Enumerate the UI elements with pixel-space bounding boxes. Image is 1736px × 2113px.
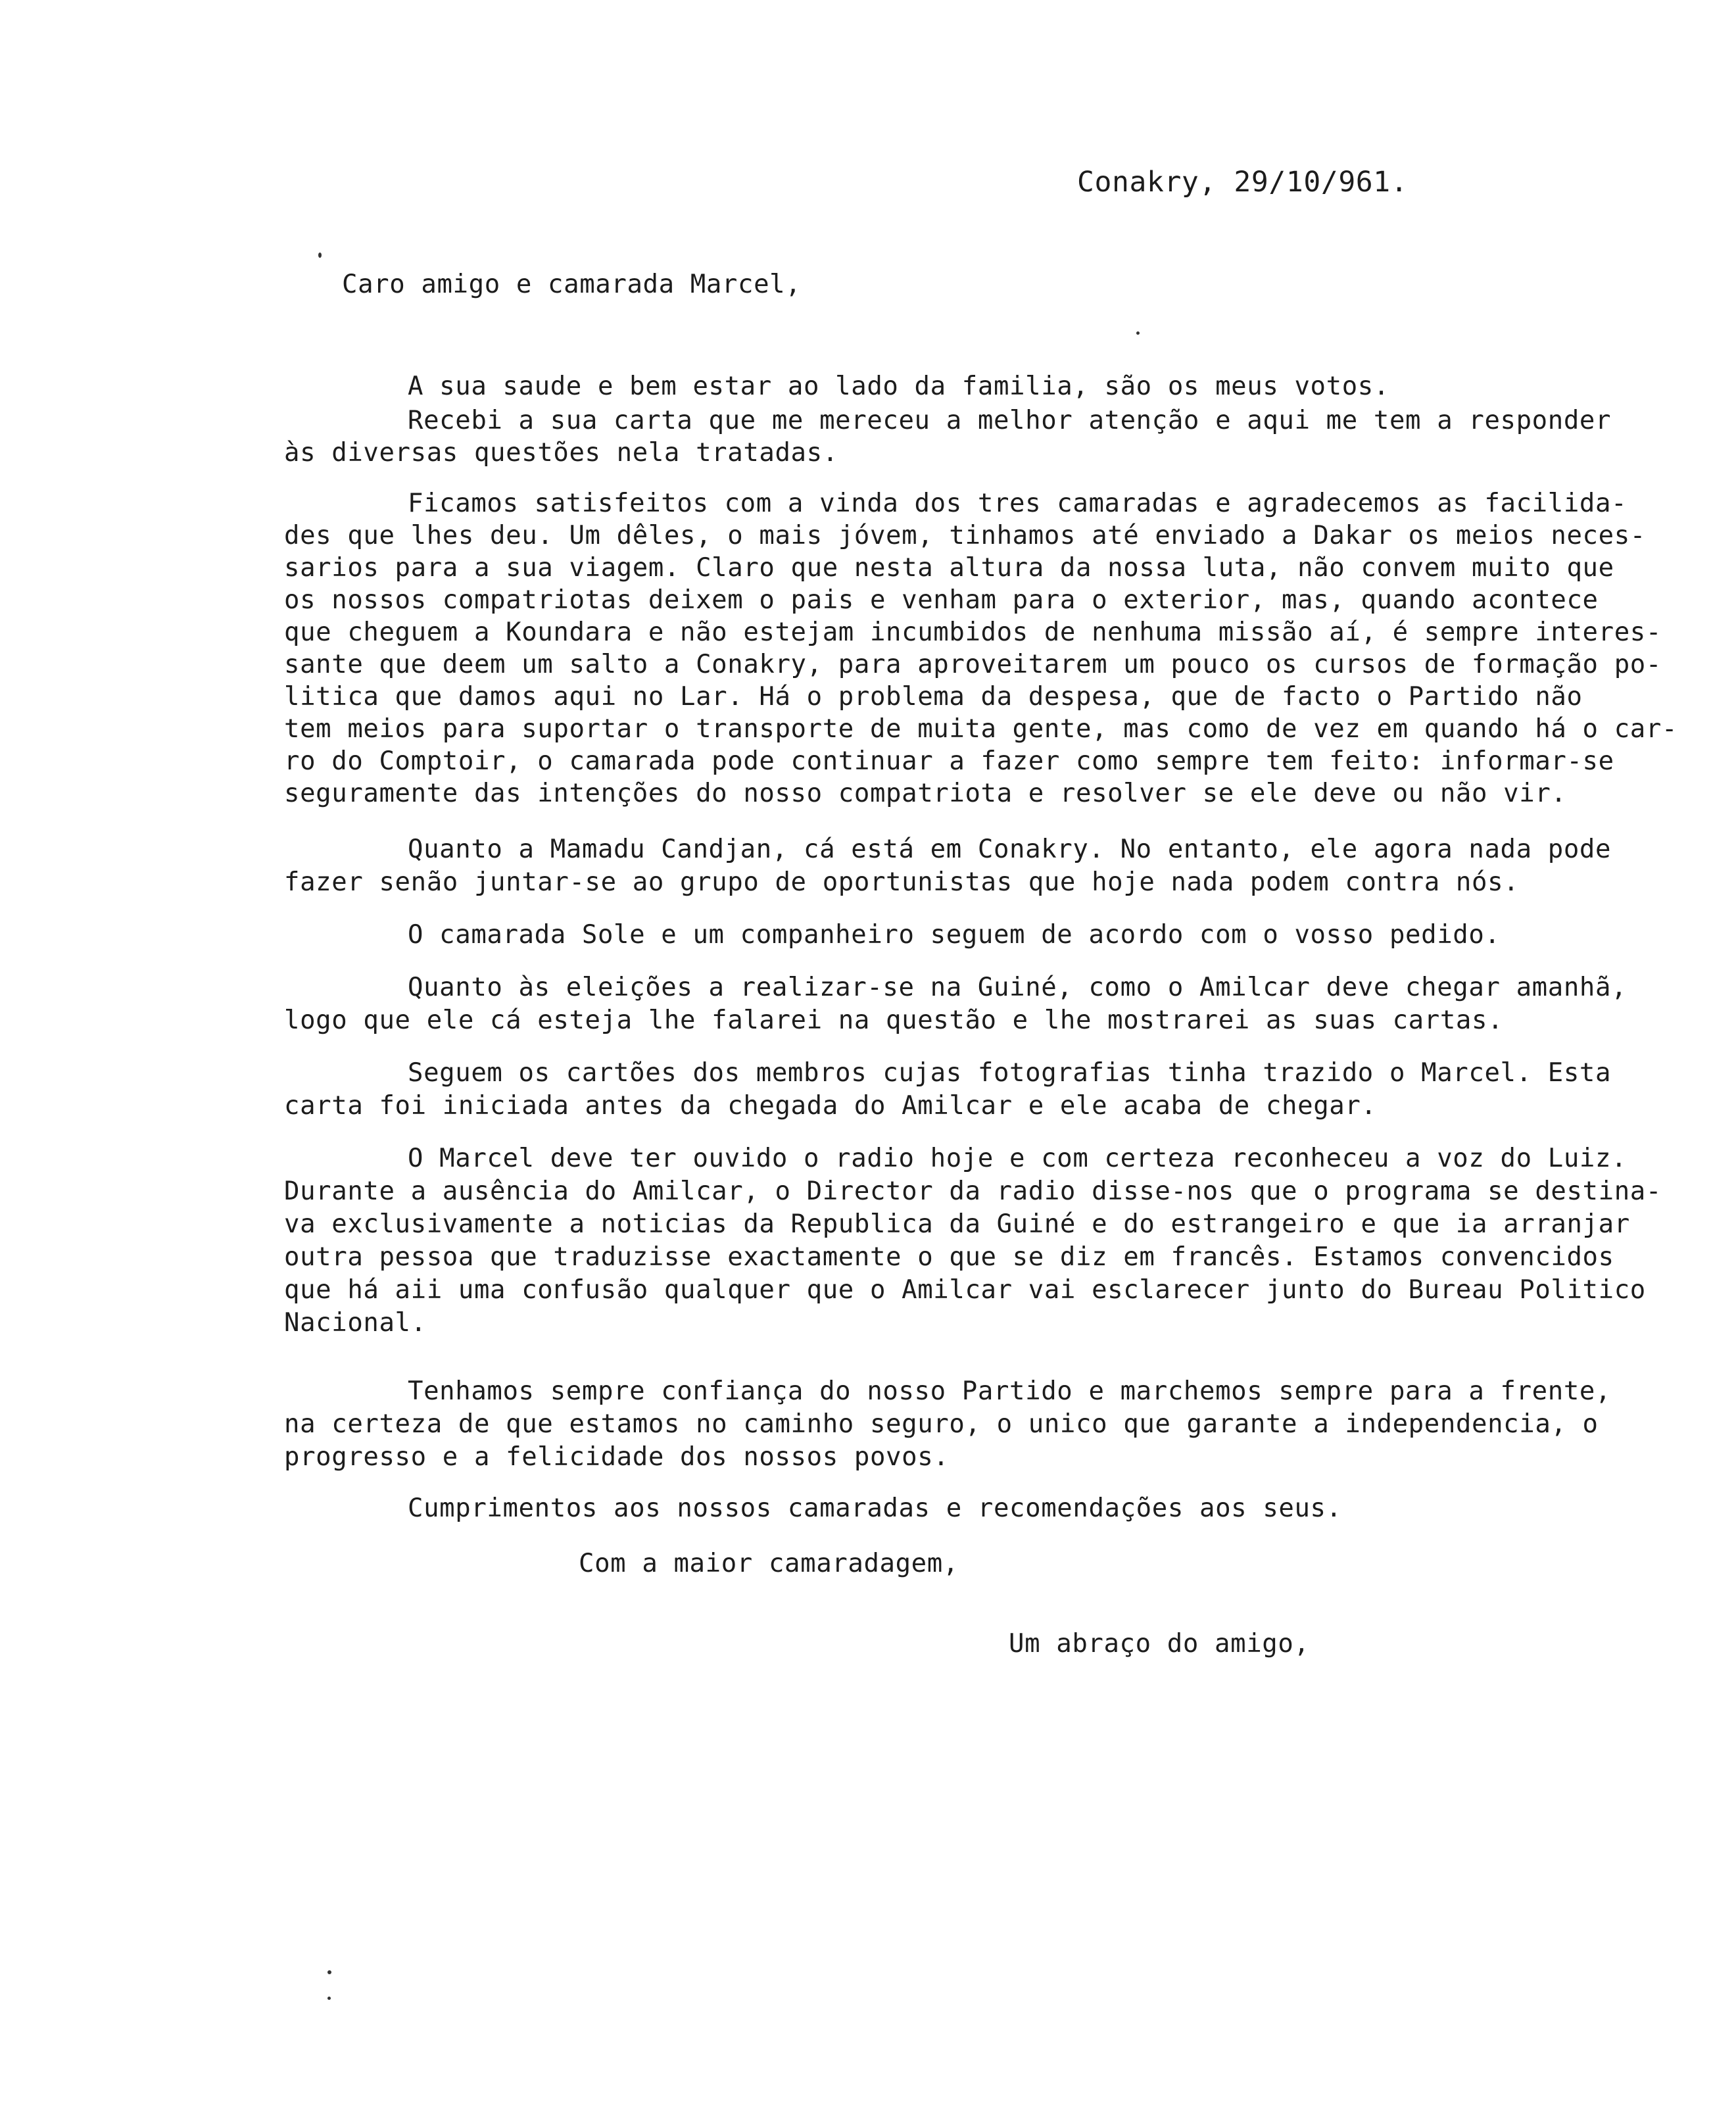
- paragraph-line: logo que ele cá esteja lhe falarei na questão e lhe mostrarei as suas cartas.: [284, 1006, 1504, 1035]
- paragraph-line: os nossos compatriotas deixem o pais e venham para o exterior, mas, quando acontece: [284, 585, 1599, 615]
- paragraph-line: A sua saude e bem estar ao lado da familia, são os meus votos.: [408, 372, 1389, 401]
- paragraph-line: Tenhamos sempre confiança do nosso Partido e marchemos sempre para a frente,: [408, 1376, 1612, 1406]
- paragraph-line: outra pessoa que traduzisse exactamente o que se diz em francês. Estamos convencidos: [284, 1242, 1614, 1272]
- paragraph-line: às diversas questões nela tratadas.: [284, 438, 838, 468]
- salutation: Caro amigo e camarada Marcel,: [342, 270, 802, 299]
- paragraph-line: O Marcel deve ter ouvido o radio hoje e com certeza reconheceu a voz do Luiz.: [408, 1144, 1628, 1173]
- paragraph-line: O camarada Sole e um companheiro seguem de acordo com o vosso pedido.: [408, 920, 1501, 950]
- scan-speck: [1136, 331, 1140, 335]
- paragraph-line: Seguem os cartões dos membros cujas fotografias tinha trazido o Marcel. Esta: [408, 1058, 1612, 1088]
- paragraph-line: que cheguem a Koundara e não estejam incumbidos de nenhuma missão aí, é sempre interes-: [284, 618, 1662, 647]
- paragraph-line: sarios para a sua viagem. Claro que nesta altura da nossa luta, não convem muito que: [284, 553, 1614, 583]
- paragraph-line: ro do Comptoir, o camarada pode continuar a fazer como sempre tem feito: informar-se: [284, 746, 1614, 776]
- dateline: Conakry, 29/10/961.: [1077, 166, 1409, 199]
- paragraph-line: Durante a ausência do Amilcar, o Director da radio disse-nos que o programa se destina-: [284, 1177, 1662, 1206]
- scan-speck: [327, 1970, 331, 1974]
- paragraph-line: litica que damos aqui no Lar. Há o problema da despesa, que de facto o Partido não: [284, 682, 1583, 712]
- paragraph-line: va exclusivamente a noticias da Republica da Guiné e do estrangeiro e que ia arranjar: [284, 1209, 1630, 1239]
- paragraph-line: sante que deem um salto a Conakry, para aproveitarem um pouco os cursos de formação po-: [284, 650, 1662, 679]
- paragraph-line: Quanto às eleições a realizar-se na Guiné, como o Amilcar deve chegar amanhã,: [408, 973, 1628, 1002]
- paragraph-line: fazer senão juntar-se ao grupo de oportunistas que hoje nada podem contra nós.: [284, 867, 1520, 897]
- paragraph-line: progresso e a felicidade dos nossos povos.: [284, 1442, 950, 1472]
- signoff: Um abraço do amigo,: [1009, 1629, 1310, 1659]
- paragraph-line: tem meios para suportar o transporte de muita gente, mas como de vez em quando há o car-: [284, 714, 1678, 744]
- paragraph-line: seguramente das intenções do nosso compatriota e resolver se ele deve ou não vir.: [284, 779, 1567, 808]
- closing-phrase: Com a maior camaradagem,: [579, 1549, 959, 1578]
- paragraph-line: que há aii uma confusão qualquer que o Amilcar vai esclarecer junto do Bureau Politico: [284, 1275, 1646, 1305]
- paragraph-line: carta foi iniciada antes da chegada do Amilcar e ele acaba de chegar.: [284, 1091, 1377, 1121]
- paragraph-line: Recebi a sua carta que me mereceu a melhor atenção e aqui me tem a responder: [408, 406, 1612, 435]
- paragraph-line: Nacional.: [284, 1308, 427, 1338]
- paragraph-line: Cumprimentos aos nossos camaradas e recomendações aos seus.: [408, 1494, 1342, 1523]
- paragraph-line: des que lhes deu. Um dêles, o mais jóvem, tinhamos até enviado a Dakar os meios neces-: [284, 521, 1646, 550]
- paragraph-line: Ficamos satisfeitos com a vinda dos tres camaradas e agradecemos as facilida-: [408, 489, 1628, 518]
- paragraph-line: na certeza de que estamos no caminho seguro, o unico que garante a independencia, o: [284, 1409, 1599, 1439]
- scan-speck: [327, 1997, 331, 2000]
- scan-speck: [318, 253, 322, 258]
- paragraph-line: Quanto a Mamadu Candjan, cá está em Conakry. No entanto, ele agora nada pode: [408, 835, 1612, 864]
